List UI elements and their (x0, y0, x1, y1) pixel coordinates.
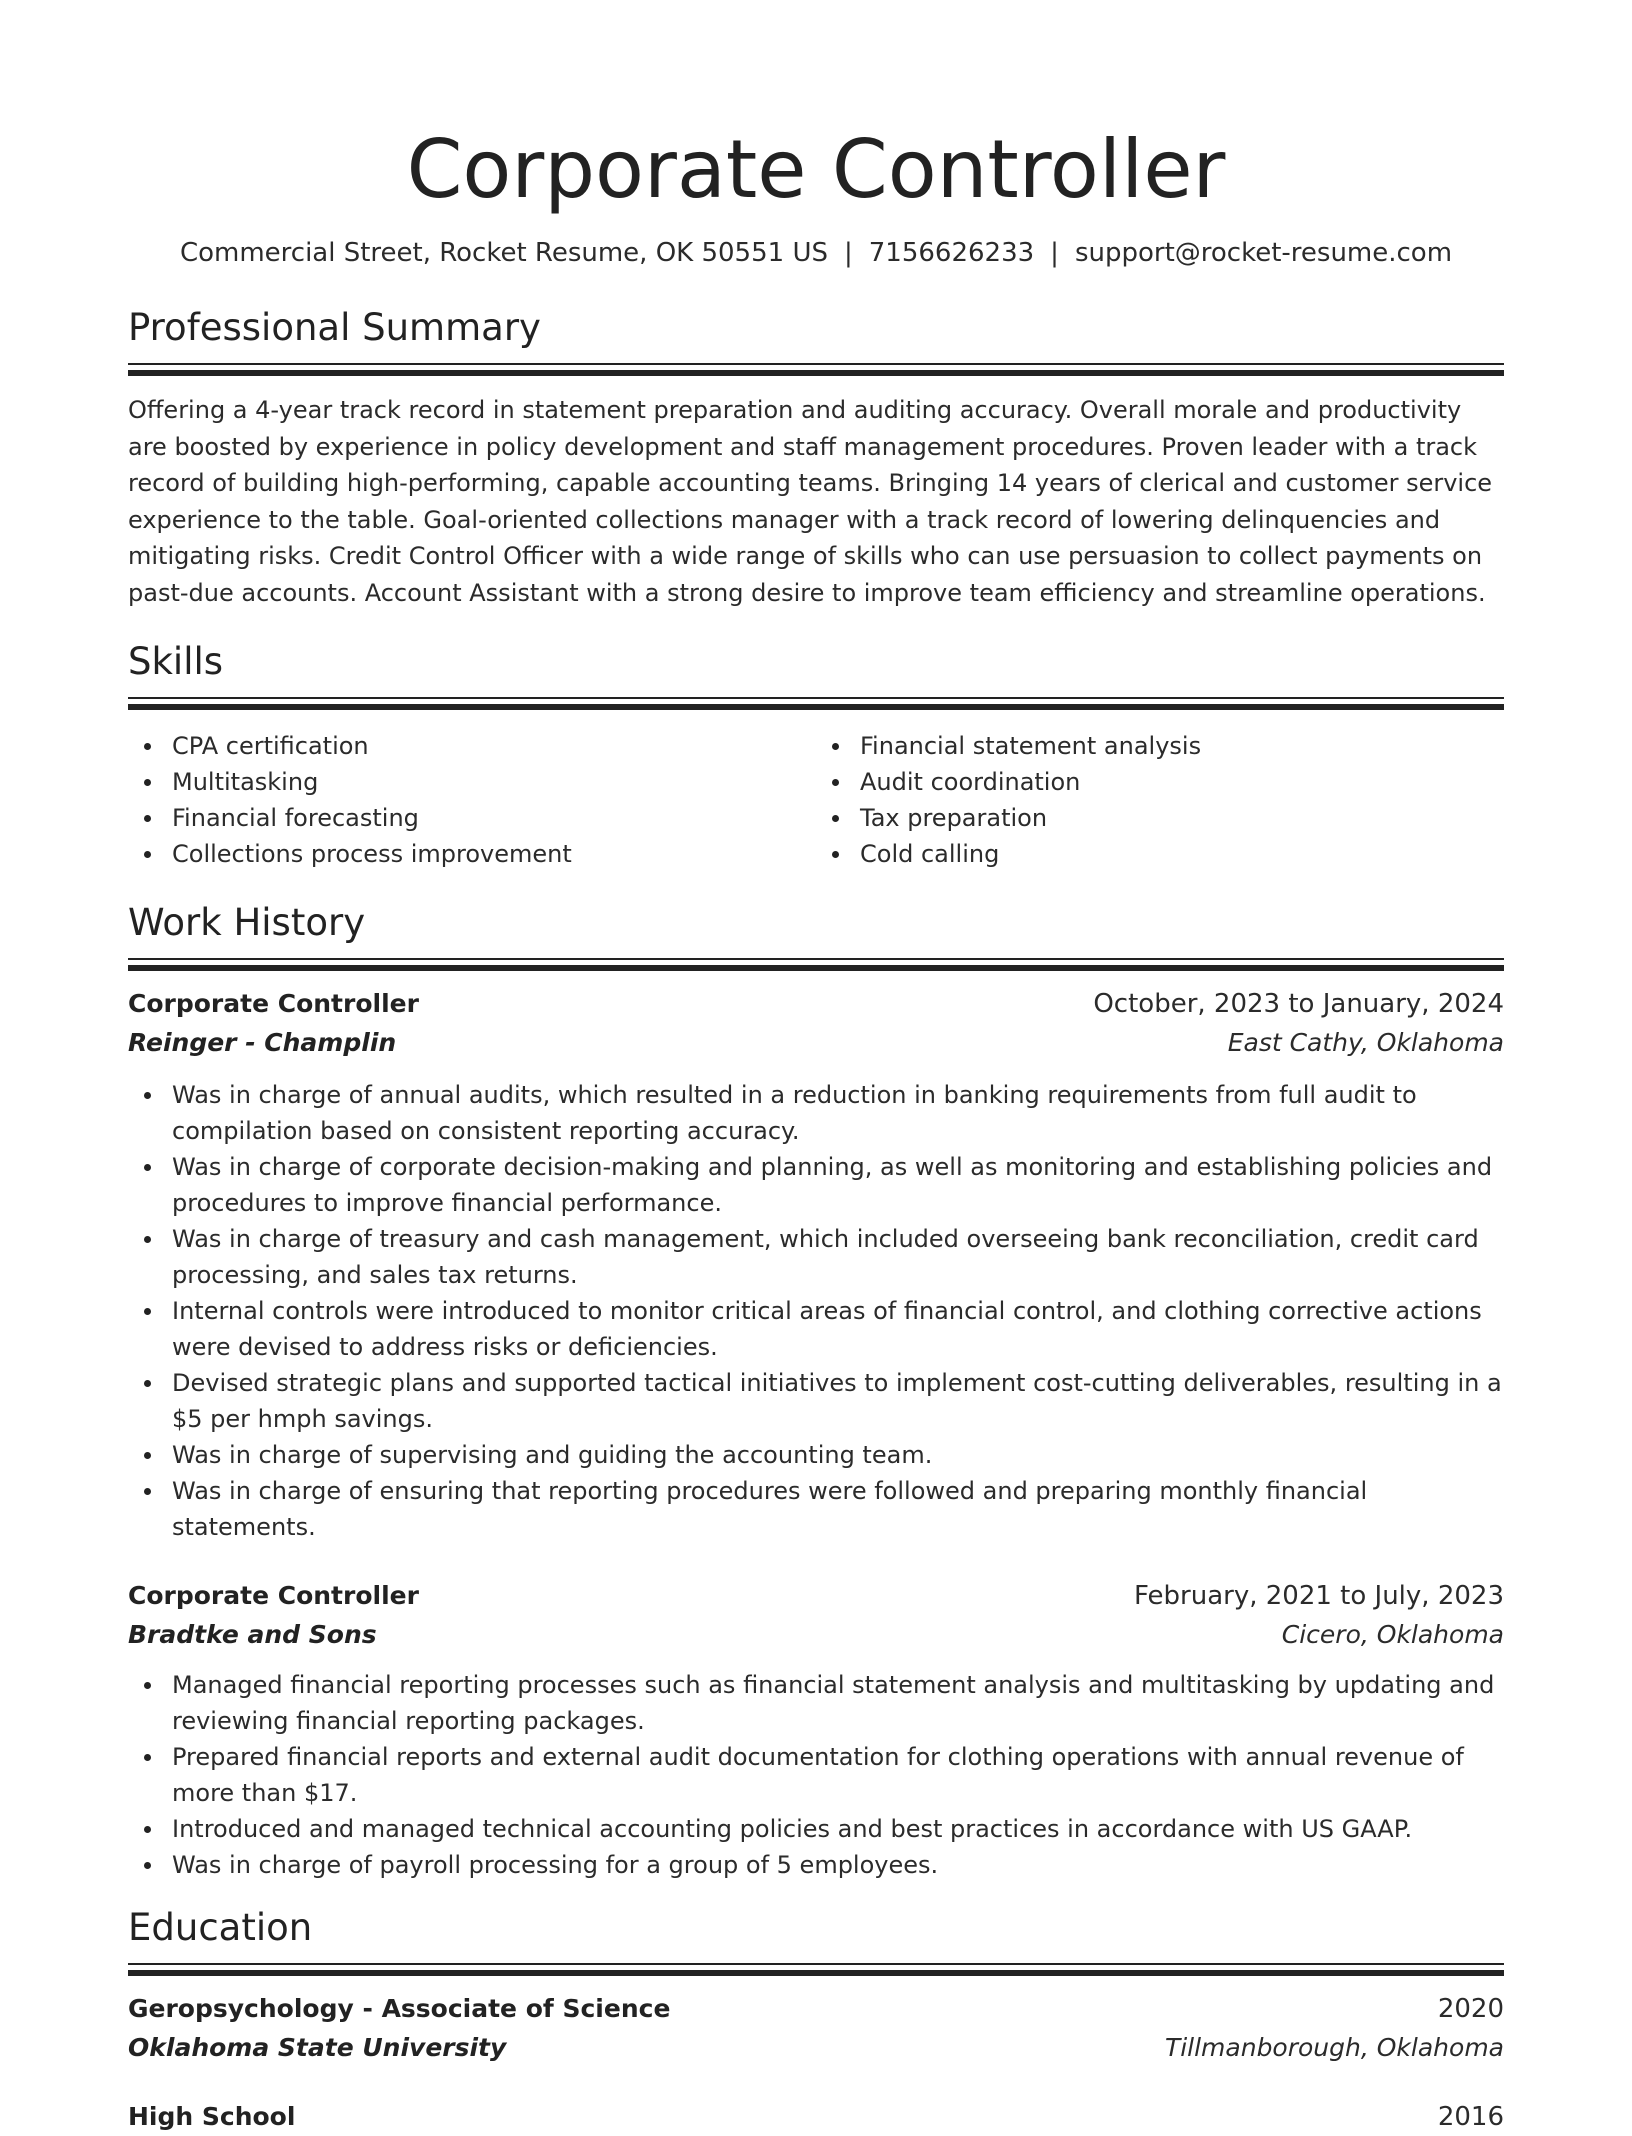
contact-line (128, 237, 1504, 269)
job-bullet: Was in charge of corporate decision-making and planning, as well as monitoring and establishing policies and procedures to improve financial performance. (128, 1149, 1504, 1221)
education-school-row (128, 2028, 1504, 2068)
job-bullet: Was in charge of supervising and guiding the accounting team. (128, 1437, 1504, 1473)
job-bullet: Internal controls were introduced to monitor critical areas of financial control, and clothing corrective actions were devised to address risks or deficiencies. (128, 1293, 1504, 1365)
education-school: Oklahoma State University (128, 2033, 507, 2062)
job-header-row (128, 1577, 1504, 1615)
job-company: Reinger - Champlin (128, 1028, 397, 1057)
summary-heading: Professional Summary (128, 306, 541, 349)
job-title: Corporate Controller (128, 989, 419, 1018)
skill-item: Multitasking (128, 764, 816, 800)
job-location: East Cathy, Oklahoma (1227, 1028, 1504, 1057)
education-year: 2016 (1437, 2102, 1504, 2132)
resume-name: Corporate Controller (406, 123, 1226, 216)
job-company: Bradtke and Sons (128, 1620, 377, 1649)
skill-item: Financial statement analysis (816, 728, 1504, 764)
summary-section (128, 305, 1504, 611)
job-header-row (128, 985, 1504, 1023)
section-divider-thin (128, 1963, 1504, 1965)
section-divider-thick (128, 1970, 1504, 1976)
section-divider-thin (128, 363, 1504, 365)
work-heading: Work History (128, 901, 366, 944)
job-bullets (128, 1077, 1504, 1545)
section-divider-thick (128, 704, 1504, 710)
skill-item: Audit coordination (816, 764, 1504, 800)
job-company-row (128, 1615, 1504, 1655)
education-entry (128, 2098, 1504, 2136)
job-bullet: Was in charge of ensuring that reporting procedures were followed and preparing monthly financial statements. (128, 1473, 1504, 1545)
section-divider-thin (128, 697, 1504, 699)
job-bullet: Prepared financial reports and external audit documentation for clothing operations with annual revenue of more than $17. (128, 1739, 1504, 1811)
skill-item: Cold calling (816, 836, 1504, 872)
job-bullet: Was in charge of payroll processing for a group of 5 employees. (128, 1847, 1504, 1883)
skills-columns (128, 728, 1504, 872)
job-company-row (128, 1023, 1504, 1063)
job-entry (128, 985, 1504, 1545)
job-location: Cicero, Oklahoma (1281, 1620, 1504, 1649)
section-divider-thick (128, 965, 1504, 971)
skills-list-right (816, 728, 1504, 872)
education-year: 2020 (1437, 1994, 1504, 2024)
education-location: Tillmanborough, Oklahoma (1164, 2033, 1504, 2062)
work-section (128, 900, 1504, 1883)
skill-item: CPA certification (128, 728, 816, 764)
resume-page (128, 0, 1504, 2136)
job-bullet: Managed financial reporting processes such as financial statement analysis and multitasking by updating and reviewing financial reporting packages. (128, 1667, 1504, 1739)
job-bullet: Was in charge of treasury and cash management, which included overseeing bank reconciliation, credit card processing, and sales tax returns. (128, 1221, 1504, 1293)
education-section (128, 1905, 1504, 2136)
education-heading: Education (128, 1906, 313, 1949)
job-bullets (128, 1667, 1504, 1883)
contact-address: Commercial Street, Rocket Resume, OK 50551 US (179, 238, 828, 268)
education-header-row (128, 2098, 1504, 2136)
job-bullet: Was in charge of annual audits, which resulted in a reduction in banking requirements from full audit to compilation based on consistent reporting accuracy. (128, 1077, 1504, 1149)
job-bullet: Devised strategic plans and supported tactical initiatives to implement cost-cutting deliverables, resulting in a $5 per hmph savings. (128, 1365, 1504, 1437)
education-degree: Geropsychology - Associate of Science (128, 1994, 671, 2023)
education-header-row (128, 1990, 1504, 2028)
contact-phone: 7156626233 (868, 238, 1035, 268)
contact-separator: | (1050, 238, 1059, 268)
skill-item: Tax preparation (816, 800, 1504, 836)
skill-item: Financial forecasting (128, 800, 816, 836)
skills-section (128, 639, 1504, 872)
contact-separator: | (843, 238, 853, 268)
education-entry (128, 1990, 1504, 2068)
contact-email: support@rocket-resume.com (1074, 238, 1453, 268)
job-entry (128, 1577, 1504, 1883)
section-divider-thin (128, 958, 1504, 960)
job-dates: October, 2023 to January, 2024 (1093, 989, 1504, 1019)
skills-list-left (128, 728, 816, 872)
job-dates: February, 2021 to July, 2023 (1134, 1581, 1504, 1611)
skill-item: Collections process improvement (128, 836, 816, 872)
section-divider-thick (128, 370, 1504, 376)
summary-text: Offering a 4-year track record in statement preparation and auditing accuracy. Overall morale and productivity are boosted by experience in policy development and staff management procedures. Proven leader with a track record of building high-performing, capable accounting teams. Bringing 14 years of clerical and customer service experience to the table. Goal-oriented collections manager with a track record of lowering delinquencies and mitigating risks. Credit Control Officer with a wide range of skills who can use persuasion to collect payments on past-due accounts. Account Assistant with a strong desire to improve team efficiency and streamline operations. (128, 396, 1493, 607)
job-bullet: Introduced and managed technical accounting policies and best practices in accordance with US GAAP. (128, 1811, 1504, 1847)
job-title: Corporate Controller (128, 1581, 419, 1610)
skills-heading: Skills (128, 640, 224, 683)
education-degree: High School (128, 2102, 296, 2131)
